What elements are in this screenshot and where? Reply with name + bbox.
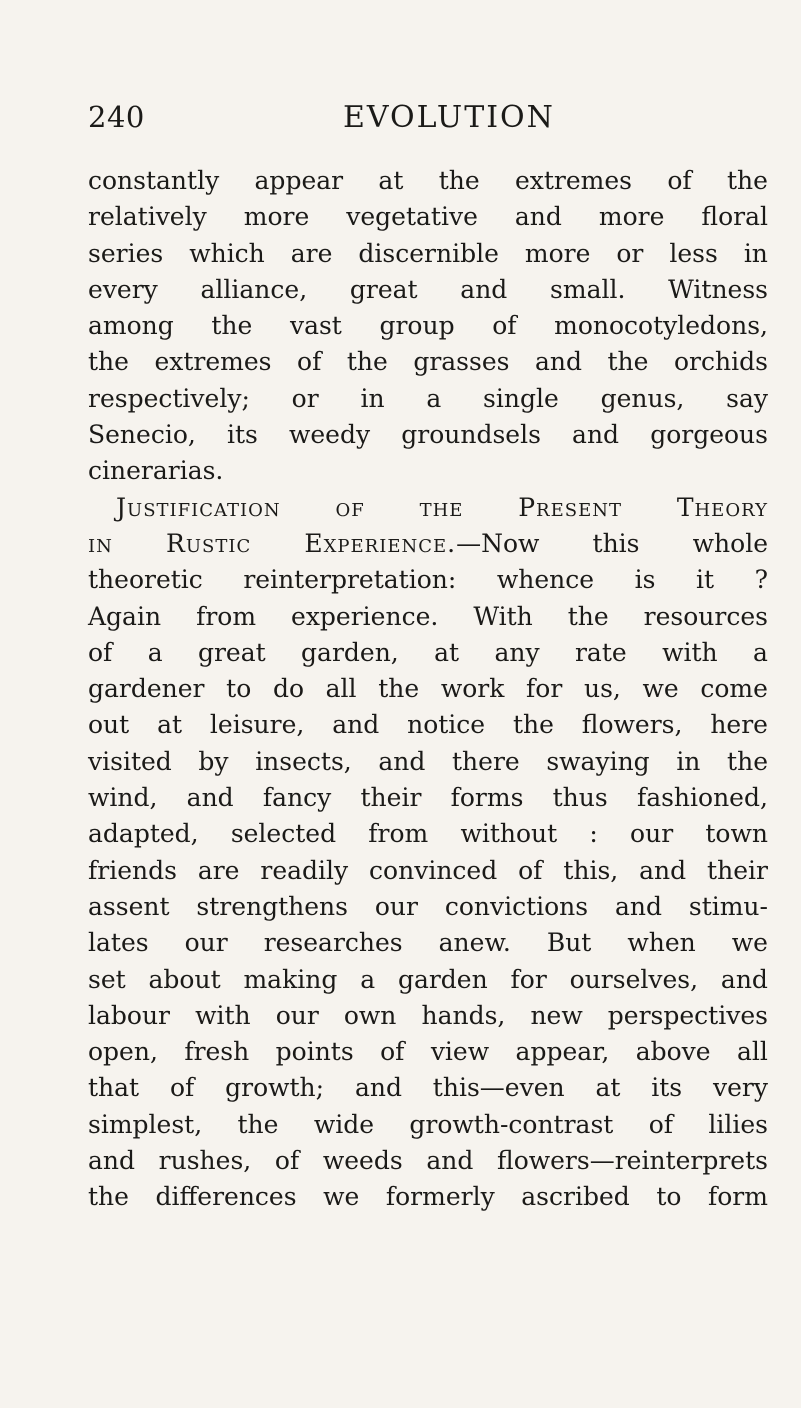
text-line: theoretic reinterpretation: whence is it ? bbox=[88, 565, 768, 595]
text-line: lates our researches anew. But when we bbox=[88, 928, 768, 958]
text-line: open, fresh points of view appear, above all bbox=[88, 1037, 768, 1067]
text-line: assent strengthens our convictions and stimu- bbox=[88, 891, 768, 921]
text-line: in Rustic Experience.—Now this whole bbox=[88, 528, 768, 558]
text-line: cinerarias. bbox=[88, 456, 224, 486]
text-line: relatively more vegetative and more floral bbox=[88, 202, 768, 232]
text-line: every alliance, great and small. Witness bbox=[88, 274, 768, 304]
running-head bbox=[88, 100, 768, 140]
text-line: adapted, selected from without : our town bbox=[88, 819, 768, 849]
body-text bbox=[88, 163, 768, 1216]
text-line: labour with our own hands, new perspectives bbox=[88, 1000, 768, 1030]
text-line: Senecio, its weedy groundsels and gorgeous bbox=[88, 420, 768, 450]
text-line: simplest, the wide growth-contrast of lilies bbox=[88, 1109, 768, 1139]
text-line: gardener to do all the work for us, we come bbox=[88, 674, 768, 704]
text-line: visited by insects, and there swaying in the bbox=[88, 746, 768, 776]
text-line: among the vast group of monocotyledons, bbox=[88, 311, 768, 341]
text-line: Again from experience. With the resources bbox=[88, 601, 768, 631]
text-line: wind, and fancy their forms thus fashioned, bbox=[88, 783, 768, 813]
running-title: EVOLUTION bbox=[343, 100, 555, 135]
text-line: Justification of the Present Theory bbox=[116, 492, 768, 522]
text-line: out at leisure, and notice the flowers, here bbox=[88, 710, 768, 740]
text-line: constantly appear at the extremes of the bbox=[88, 166, 768, 195]
page-number: 240 bbox=[88, 100, 145, 134]
text-line: that of growth; and this—even at its very bbox=[88, 1073, 768, 1103]
text-line: respectively; or in a single genus, say bbox=[88, 383, 768, 413]
text-line: of a great garden, at any rate with a bbox=[88, 637, 768, 667]
text-line: and rushes, of weeds and flowers—reinterprets bbox=[88, 1146, 768, 1176]
text-line: set about making a garden for ourselves, and bbox=[88, 964, 768, 994]
text-line: the differences we formerly ascribed to form bbox=[88, 1182, 768, 1212]
text-line: friends are readily convinced of this, and their bbox=[88, 855, 768, 885]
text-line: the extremes of the grasses and the orchids bbox=[88, 347, 768, 377]
text-line: series which are discernible more or less in bbox=[88, 238, 768, 268]
